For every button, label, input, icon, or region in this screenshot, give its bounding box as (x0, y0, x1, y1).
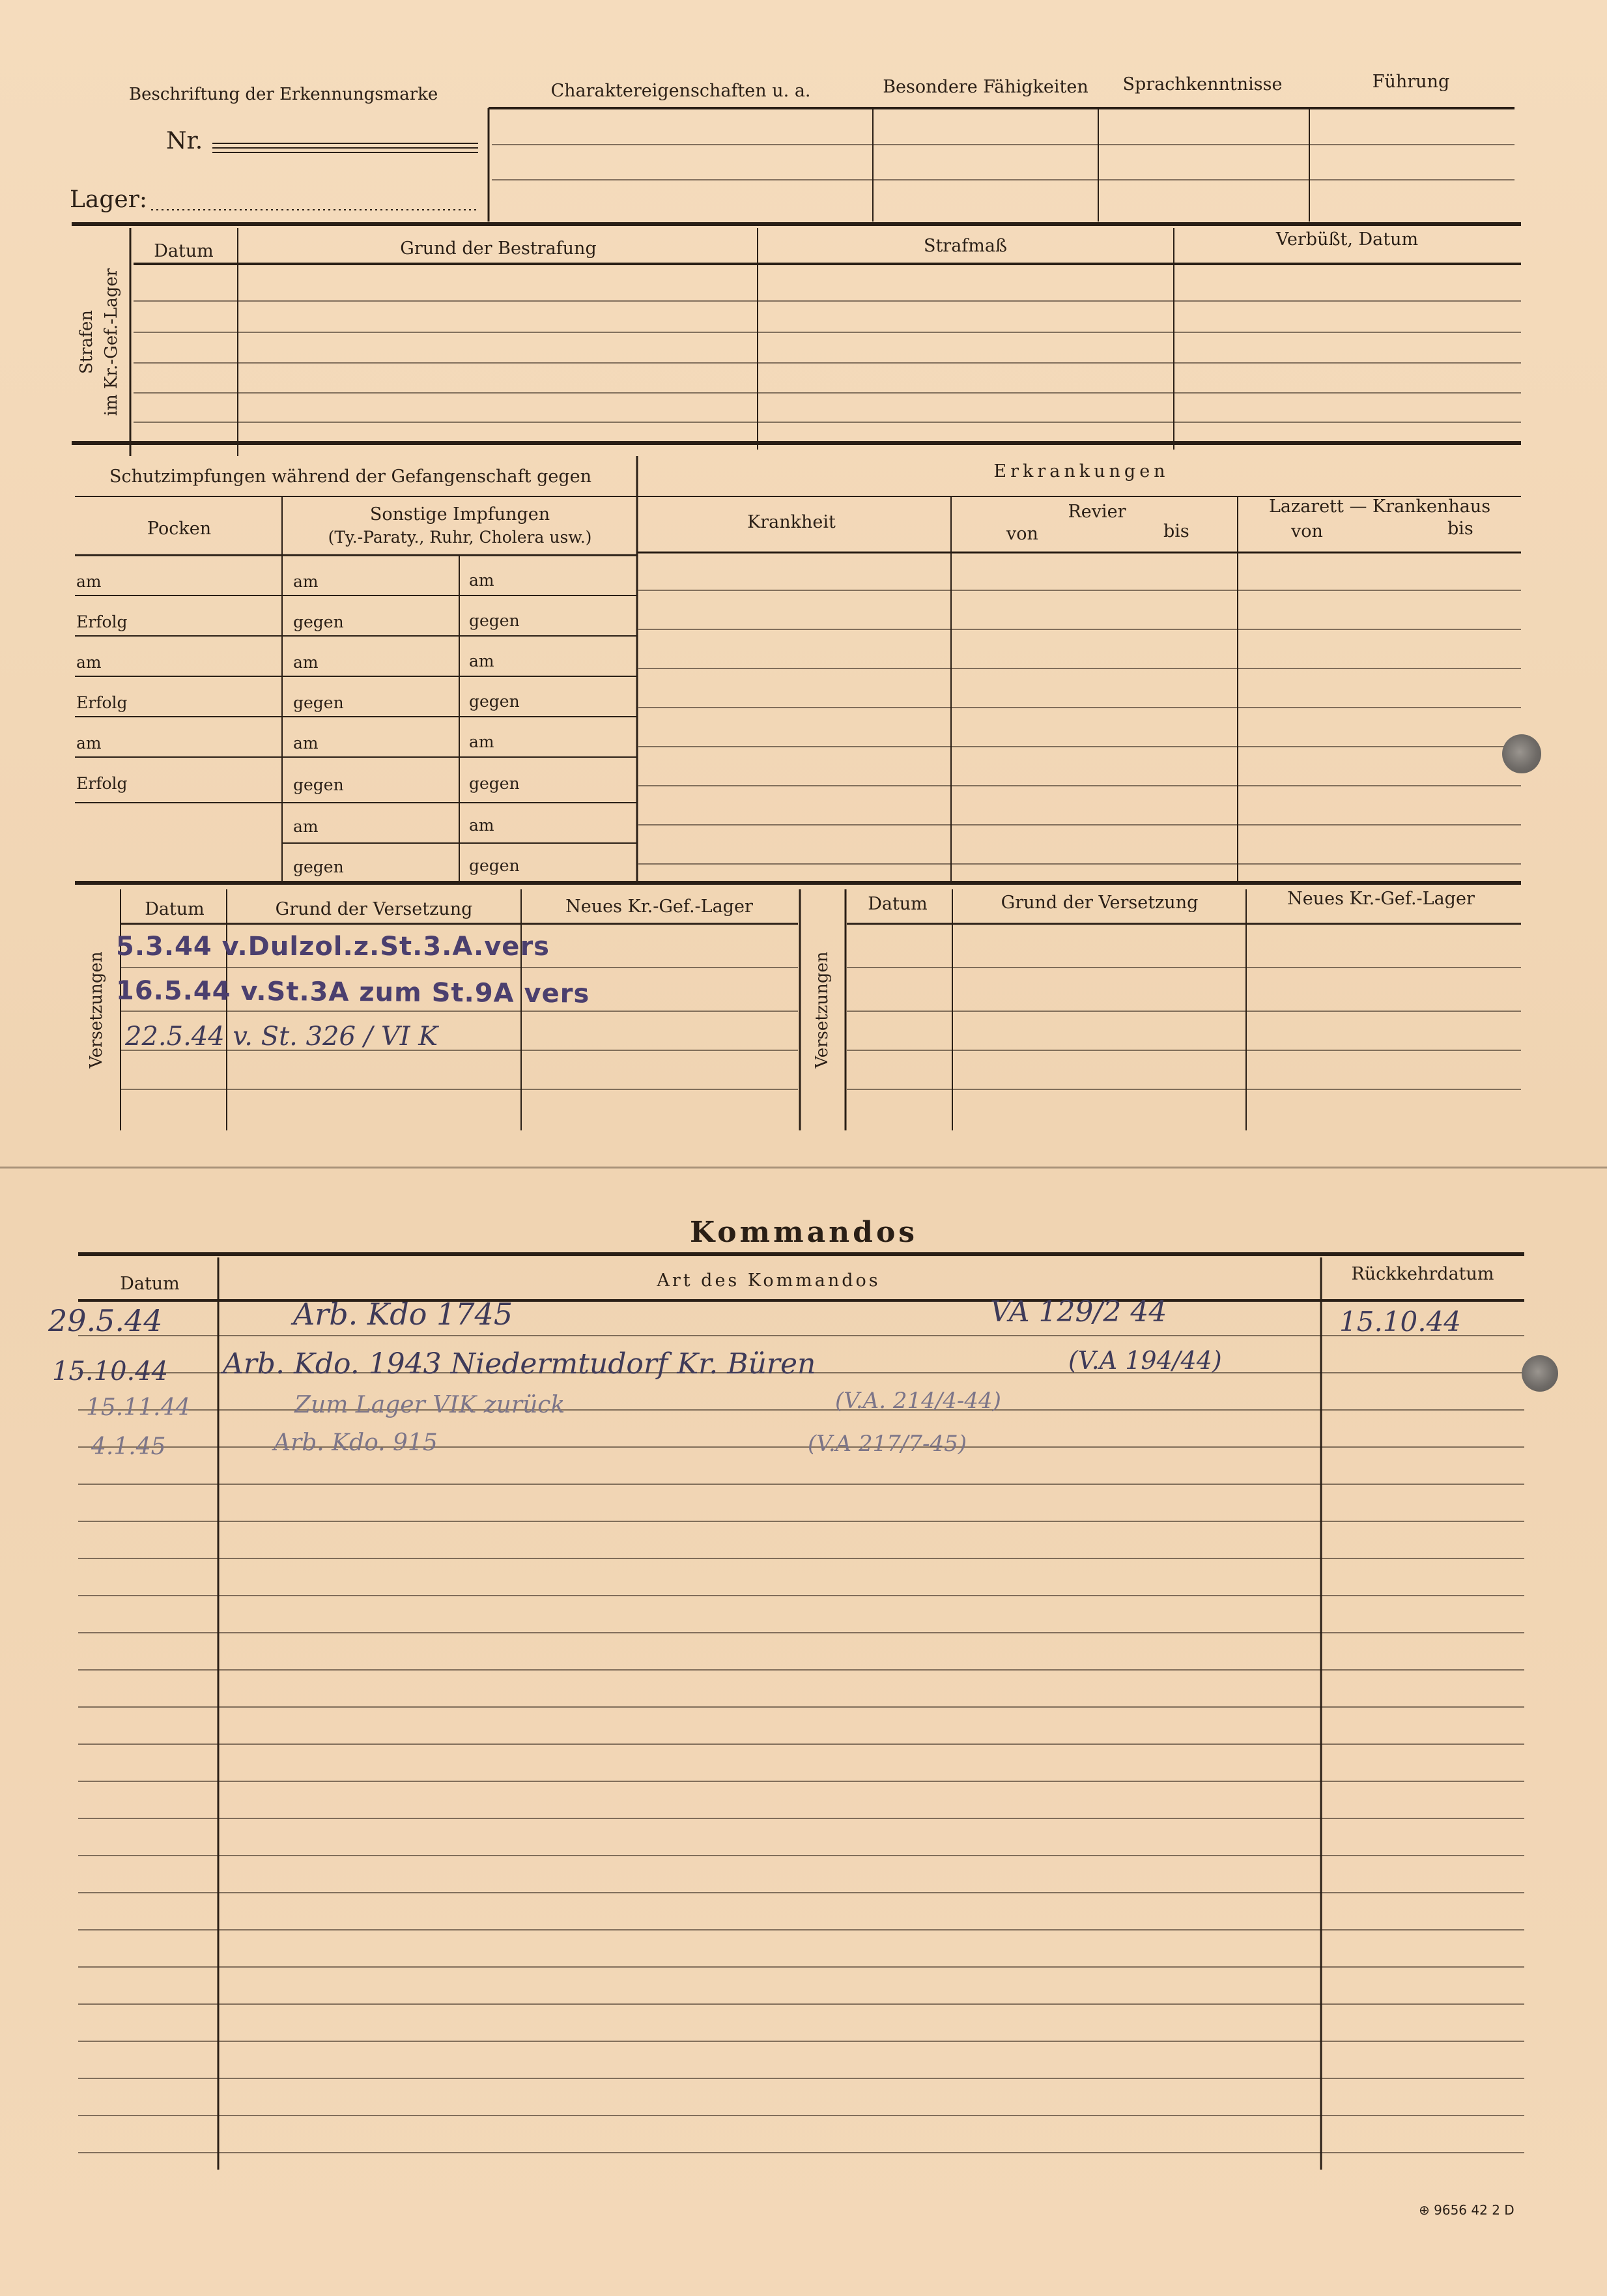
col-sprachen-header: Sprachkenntnisse (1122, 74, 1283, 94)
col-faehigkeiten-header: Besondere Fähigkeiten (883, 77, 1088, 97)
erkrankungen-col-krankheit: Krankheit (747, 512, 836, 532)
kommandos-col-datum: Datum (120, 1274, 180, 1294)
sonstige-row-label: gegen (469, 611, 520, 630)
kommando-note: VA 129/2 44 (990, 1295, 1167, 1328)
strafen-side-label-2: im Kr.-Gef.-Lager (102, 268, 121, 416)
sonstige-row-label: am (469, 652, 494, 670)
kommando-note: (V.A. 214/4-44) (835, 1388, 1001, 1414)
print-code (1419, 2202, 1515, 2218)
kommando-datum: 4.1.45 (91, 1433, 166, 1460)
kommandos-col-rueckkehr: Rückkehrdatum (1351, 1264, 1494, 1284)
impfungen-col-sonstige-sub: (Ty.-Paraty., Ruhr, Cholera usw.) (328, 528, 592, 547)
pocken-row-label: Erfolg (76, 774, 128, 793)
kommando-art: Arb. Kdo. 915 (274, 1429, 438, 1456)
versetzungen-col-neues: Neues Kr.-Gef.-Lager (565, 897, 753, 917)
lager-label: Lager: (70, 186, 148, 213)
col-charakter-header: Charaktereigenschaften u. a. (550, 81, 811, 101)
sonstige-row-label: gegen (293, 775, 344, 794)
sonstige-row-label: gegen (469, 856, 520, 875)
sonstige-row-label: gegen (293, 857, 344, 876)
versetzungen-col-datum-2: Datum (868, 894, 928, 914)
versetzung-entry-stamp: 16.5.44 v.St.3A zum St.9A vers (115, 975, 590, 1009)
versetzungen-side-label-left: Versetzungen (87, 951, 106, 1069)
kommando-art: Arb. Kdo. 1943 Niedermtudorf Kr. Büren (223, 1347, 816, 1381)
pocken-row-label: am (76, 734, 102, 753)
kommando-datum: 15.10.44 (52, 1356, 169, 1386)
sonstige-row-label: am (293, 817, 319, 836)
lazarett-bis: bis (1447, 519, 1473, 539)
pocken-row-label: Erfolg (76, 612, 128, 631)
print-mark-icon: ⊕ (1419, 2202, 1434, 2218)
revier-von: von (1006, 524, 1038, 544)
strafen-col-verbuesst: Verbüßt, Datum (1275, 229, 1419, 250)
sonstige-row-label: am (469, 732, 494, 751)
nr-label: Nr. (166, 128, 203, 154)
kommando-datum: 29.5.44 (48, 1303, 163, 1338)
strafen-side-label: Strafen (77, 310, 96, 374)
versetzungen-col-datum: Datum (145, 899, 205, 919)
erkrankungen-title: Erkrankungen (993, 461, 1169, 481)
impfungen-col-sonstige: Sonstige Impfungen (369, 504, 550, 524)
versetzung-entry-stamp: 5.3.44 v.Dulzol.z.St.3.A.vers (116, 932, 550, 962)
erkrankungen-col-lazarett: Lazarett — Krankenhaus (1268, 496, 1491, 517)
sonstige-row-label: am (469, 571, 494, 590)
sonstige-row-label: am (293, 653, 319, 672)
pocken-row-label: am (76, 653, 102, 672)
sonstige-row-label: gegen (293, 612, 344, 631)
versetzung-entry-handwritten: 22.5.44 v. St. 326 / VI K (125, 1022, 438, 1052)
sonstige-row-label: gegen (293, 693, 344, 712)
erkennungsmarke-label: Beschriftung der Erkennungsmarke (129, 85, 438, 104)
impfungen-title: Schutzimpfungen während der Gefangenschaft gegen (109, 466, 591, 487)
sonstige-row-label: am (293, 572, 319, 591)
erkrankungen-col-revier: Revier (1068, 502, 1126, 522)
sonstige-row-label: gegen (469, 692, 520, 711)
kommando-datum: 15.11.44 (86, 1394, 191, 1421)
kommandos-title: Kommandos (689, 1216, 918, 1249)
print-code-text: 9656 42 2 D (1434, 2202, 1515, 2218)
kommando-art: Arb. Kdo 1745 (293, 1297, 513, 1332)
punch-hole (1522, 1355, 1558, 1392)
punch-hole (1502, 734, 1541, 773)
revier-bis: bis (1163, 521, 1189, 541)
kommando-note: (V.A 217/7-45) (808, 1431, 967, 1457)
kommando-rueckkehr: 15.10.44 (1339, 1306, 1462, 1338)
sonstige-row-label: am (469, 816, 494, 835)
strafen-col-datum: Datum (154, 241, 214, 261)
pocken-row-label: am (76, 572, 102, 591)
kommando-note: (V.A 194/44) (1068, 1346, 1222, 1375)
strafen-col-strafmass: Strafmaß (923, 236, 1008, 256)
versetzungen-col-grund-2: Grund der Versetzung (1001, 893, 1199, 913)
strafen-col-grund: Grund der Bestrafung (400, 238, 597, 259)
kommando-art: Zum Lager VIK zurück (294, 1392, 565, 1418)
versetzungen-col-grund: Grund der Versetzung (275, 899, 473, 919)
pocken-row-label: Erfolg (76, 693, 128, 712)
col-fuehrung-header: Führung (1372, 72, 1450, 92)
versetzungen-side-label-right: Versetzungen (812, 951, 832, 1069)
sonstige-row-label: am (293, 734, 319, 753)
impfungen-col-pocken: Pocken (147, 519, 212, 539)
lazarett-von: von (1291, 521, 1323, 541)
kommandos-col-art: Art des Kommandos (657, 1270, 881, 1291)
sonstige-row-label: gegen (469, 774, 520, 793)
versetzungen-col-neues-2: Neues Kr.-Gef.-Lager (1287, 889, 1475, 909)
